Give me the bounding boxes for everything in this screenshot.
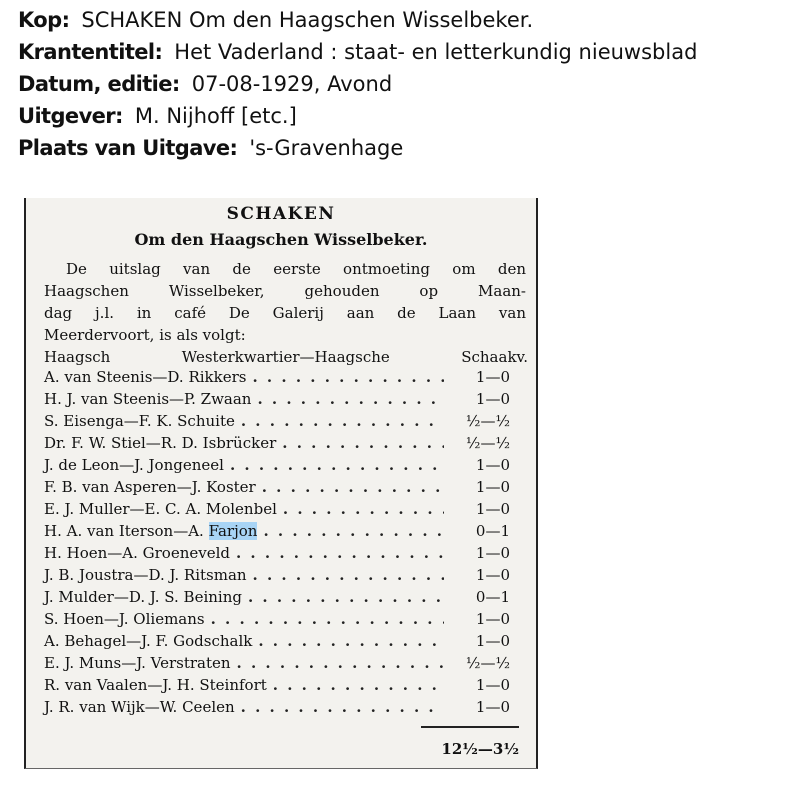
leader-dots xyxy=(282,434,444,452)
leader-dots xyxy=(248,588,444,606)
player-names: Dr. F. W. Stiel—R. D. Isbrücker xyxy=(44,434,277,452)
result-score: 1—0 xyxy=(475,456,510,474)
meta-row-datum xyxy=(18,72,778,104)
result-row xyxy=(44,368,516,390)
meta-label: Datum, editie: xyxy=(18,72,180,96)
result-row xyxy=(44,544,516,566)
leader-dots xyxy=(237,654,444,672)
player-names: J. B. Joustra—D. J. Ritsman xyxy=(44,566,247,584)
result-players xyxy=(44,698,235,716)
result-players xyxy=(44,632,252,650)
leader-dots xyxy=(230,456,444,474)
meta-value: SCHAKEN Om den Haagschen Wisselbeker. xyxy=(81,8,534,32)
intro-line: Haagschen Wisselbeker, gehouden op Maan- xyxy=(44,282,526,300)
result-row xyxy=(44,654,516,676)
result-row xyxy=(44,390,516,412)
results-list xyxy=(44,368,516,720)
meta-value: 07-08-1929, Avond xyxy=(191,72,393,96)
result-row xyxy=(44,478,516,500)
result-players xyxy=(44,500,277,518)
result-row xyxy=(44,566,516,588)
result-players xyxy=(44,654,231,672)
total-rule xyxy=(421,726,519,728)
player-names: E. J. Muns—J. Verstraten xyxy=(44,654,231,672)
result-score: 1—0 xyxy=(475,698,510,716)
meta-label: Kop: xyxy=(18,8,70,32)
result-row xyxy=(44,632,516,654)
highlighted-name: Farjon xyxy=(208,522,258,540)
total-score: 12½—3½ xyxy=(441,740,519,758)
result-row xyxy=(44,588,516,610)
result-score: 0—1 xyxy=(475,522,510,540)
result-score: 1—0 xyxy=(475,566,510,584)
meta-value: M. Nijhoff [etc.] xyxy=(134,104,297,128)
result-row xyxy=(44,500,516,522)
result-row xyxy=(44,412,516,434)
result-score: ½—½ xyxy=(465,412,510,430)
leader-dots xyxy=(253,566,444,584)
result-row xyxy=(44,456,516,478)
result-players xyxy=(44,610,205,628)
result-row xyxy=(44,610,516,632)
leader-dots xyxy=(241,698,444,716)
player-names: F. B. van Asperen—J. Koster xyxy=(44,478,256,496)
result-score: 1—0 xyxy=(475,676,510,694)
result-players xyxy=(44,434,276,452)
leader-dots xyxy=(252,368,444,386)
result-score: 0—1 xyxy=(475,588,510,606)
result-players xyxy=(44,368,246,386)
leader-dots xyxy=(258,632,444,650)
meta-row-kop xyxy=(18,8,778,40)
player-names: H. J. van Steenis—P. Zwaan xyxy=(44,390,252,408)
leader-dots xyxy=(241,412,444,430)
article-title: SCHAKEN xyxy=(226,204,336,224)
article-intro xyxy=(44,258,526,346)
result-score: 1—0 xyxy=(475,368,510,386)
meta-row-krantentitel xyxy=(18,40,778,72)
result-score: 1—0 xyxy=(475,544,510,562)
result-players xyxy=(44,412,235,430)
meta-label: Krantentitel: xyxy=(18,40,163,64)
result-score: 1—0 xyxy=(475,390,510,408)
player-names: R. van Vaalen—J. H. Steinfort xyxy=(44,676,267,694)
leader-dots xyxy=(236,544,444,562)
result-players xyxy=(44,544,230,562)
result-row xyxy=(44,698,516,720)
metadata-block xyxy=(18,8,778,168)
player-names: J. Mulder—D. J. S. Beining xyxy=(44,588,242,606)
article-subtitle: Om den Haagschen Wisselbeker. xyxy=(134,230,428,249)
intro-line: De uitslag van de eerste ontmoeting om den xyxy=(66,260,526,278)
intro-line: Meerdervoort, is als volgt: xyxy=(44,326,246,344)
player-names: H. Hoen—A. Groeneveld xyxy=(44,544,230,562)
result-players xyxy=(44,478,256,496)
leader-dots xyxy=(262,478,444,496)
player-names: J. R. van Wijk—W. Ceelen xyxy=(44,698,235,716)
player-names: E. J. Muller—E. C. A. Molenbel xyxy=(44,500,277,518)
team-header: Haagsch Westerkwartier—Haagsche Schaakv. xyxy=(44,348,528,366)
player-names: A. van Steenis—D. Rikkers xyxy=(44,368,247,386)
player-names: J. de Leon—J. Jongeneel xyxy=(44,456,224,474)
result-row xyxy=(44,676,516,698)
meta-row-plaats xyxy=(18,136,778,168)
meta-value: Het Vaderland : staat- en letterkundig nieuwsblad xyxy=(174,40,698,64)
leader-dots xyxy=(283,500,444,518)
result-score: 1—0 xyxy=(475,610,510,628)
player-names: S. Eisenga—F. K. Schuite xyxy=(44,412,235,430)
meta-row-uitgever xyxy=(18,104,778,136)
meta-label: Uitgever: xyxy=(18,104,123,128)
result-players xyxy=(44,676,267,694)
result-players xyxy=(44,456,224,474)
meta-label: Plaats van Uitgave: xyxy=(18,136,238,160)
leader-dots xyxy=(263,522,444,540)
result-players xyxy=(44,390,251,408)
result-score: 1—0 xyxy=(475,478,510,496)
intro-line: dag j.l. in café De Galerij aan de Laan van xyxy=(44,304,526,322)
result-score: 1—0 xyxy=(475,500,510,518)
result-row xyxy=(44,434,516,456)
result-score: ½—½ xyxy=(465,434,510,452)
result-players xyxy=(44,522,257,540)
result-score: ½—½ xyxy=(465,654,510,672)
leader-dots xyxy=(211,610,444,628)
result-score: 1—0 xyxy=(475,632,510,650)
leader-dots xyxy=(257,390,444,408)
result-players xyxy=(44,566,247,584)
meta-value: 's-Gravenhage xyxy=(249,136,404,160)
leader-dots xyxy=(273,676,444,694)
result-row xyxy=(44,522,516,544)
player-names: A. Behagel—J. F. Godschalk xyxy=(44,632,253,650)
result-players xyxy=(44,588,242,606)
player-names: H. A. van Iterson—A. xyxy=(44,522,209,540)
player-names: S. Hoen—J. Oliemans xyxy=(44,610,205,628)
newspaper-clipping xyxy=(24,198,538,769)
